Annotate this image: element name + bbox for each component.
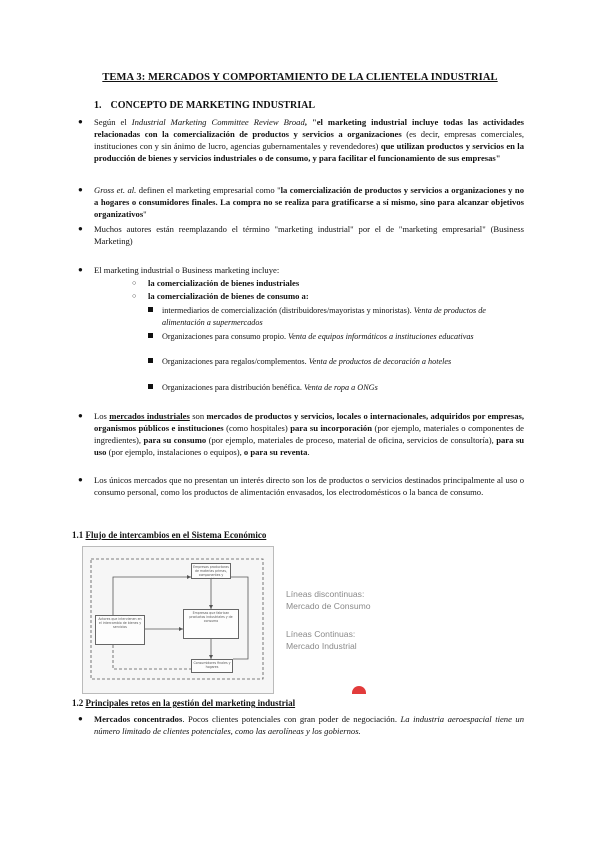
- square-bullet-icon: [148, 307, 153, 312]
- section-label: CONCEPTO DE MARKETING INDUSTRIAL: [110, 100, 316, 111]
- sub-item-consumer-goods: [132, 290, 528, 302]
- text-run: son: [189, 411, 207, 421]
- diagram-box-bottom: Consumidores finales y hogares: [191, 659, 233, 673]
- text-run: la comercialización de bienes industriales: [148, 278, 300, 288]
- square-bullet-icon: [148, 333, 153, 338]
- text-run: Organizaciones para consumo propio.: [162, 332, 289, 341]
- section-heading-1-2: [72, 698, 295, 708]
- text-run: (por ejemplo, materiales o componentes de ingredientes),: [94, 423, 524, 445]
- text-run: definen el marketing empresarial como ": [136, 185, 281, 195]
- square-item-intermediaries: [162, 305, 526, 328]
- legend-solid: [286, 628, 357, 652]
- circle-bullet-icon: ○: [132, 292, 137, 300]
- bullet-icon: ●: [78, 475, 83, 484]
- section-label: Flujo de intercambios en el Sistema Económico: [85, 530, 267, 540]
- text-run: Industrial Marketing Committee Review Broad: [131, 117, 305, 127]
- text-run: la comercialización de bienes de consumo a:: [148, 291, 309, 301]
- bullet-icon: ●: [78, 224, 83, 233]
- section-label: Principales retos en la gestión del marketing industrial: [85, 698, 296, 708]
- text-run: Gross et. al.: [94, 185, 137, 195]
- text-run: para su uso: [94, 435, 524, 457]
- bullet-icon: ●: [78, 265, 83, 274]
- bullet-business-marketing: [78, 223, 524, 247]
- text-run: Organizaciones para distribución benéfica.: [162, 383, 304, 392]
- text-run: Los únicos mercados que no presentan un interés directo son los de productos o servicios destinados principalmente al uso o consumo personal, como los productos de alimentación envasados, los electrodomésticos o la banca de consumo.: [94, 475, 524, 497]
- text-run: mercados industriales: [109, 411, 190, 421]
- bullet-icon: ●: [78, 411, 83, 420]
- bullet-definition-imcrb: [78, 116, 524, 164]
- text-run: . Pocos clientes potenciales con gran poder de negociación.: [182, 714, 401, 724]
- text-run: Organizaciones para regalos/complementos.: [162, 357, 309, 366]
- text-run: Muchos autores están reemplazando el término "marketing industrial" por el de "marketing empresarial" (Business Marketing): [94, 224, 524, 246]
- exchange-flow-diagram: [82, 546, 274, 694]
- square-item-charity: [162, 382, 526, 394]
- text-run: para su incorporación: [290, 423, 372, 433]
- text-run: El marketing industrial o Business marketing incluye:: [94, 265, 280, 275]
- text-run: intermediarios de comercialización (distribuidores/mayoristas y minoristas).: [162, 306, 414, 315]
- section-heading-1: [94, 100, 315, 111]
- bullet-industrial-markets: [78, 410, 524, 458]
- text-run: , "el marketing industrial incluye todas las actividades relacionadas con la comercialización de productos y servicios a organizaciones: [94, 117, 524, 139]
- bullet-icon: ●: [78, 117, 83, 126]
- text-run: ": [143, 209, 147, 219]
- legend-dashed: [286, 588, 371, 612]
- text-run: para su consumo: [143, 435, 207, 445]
- document-title: TEMA 3: MERCADOS Y COMPORTAMIENTO DE LA CLIENTELA INDUSTRIAL: [102, 72, 498, 83]
- bullet-icon: ●: [78, 714, 83, 723]
- legend-text: Mercado de Consumo: [286, 601, 371, 611]
- text-run: Venta de equipos informáticos a instituciones educativas: [288, 332, 474, 341]
- square-item-gifts: [162, 356, 526, 368]
- text-run: (como hospitales): [223, 423, 291, 433]
- text-run: (por ejemplo, instalaciones o equipos),: [106, 447, 244, 457]
- legend-text: Mercado Industrial: [286, 641, 357, 651]
- legend-text: Líneas discontinuas:: [286, 589, 365, 599]
- text-run: Venta de ropa a ONGs: [303, 383, 378, 392]
- diagram-box-middle: Empresas que fabrican productos industriales y de consumo: [183, 609, 239, 639]
- bullet-excluded-markets: [78, 474, 524, 498]
- text-run: Los: [94, 411, 110, 421]
- text-run: mercados de productos y servicios, locales o internacionales, adquiridos por empresas, organismos públicos e instituciones: [94, 411, 524, 433]
- section-number: 1.2: [72, 698, 86, 708]
- text-run: .: [307, 447, 310, 457]
- text-run: Según el: [94, 117, 132, 127]
- legend-text: Líneas Continuas:: [286, 629, 356, 639]
- diagram-box-top: Empresas productoras de materias primas, componentes y servicios: [191, 563, 231, 579]
- text-run: Venta de productos de decoración a hoteles: [308, 357, 452, 366]
- section-number: 1.: [94, 100, 102, 111]
- text-run: que utilizan productos y servicios en la producción de bienes y servicios industriales o de consumo, y para facilitar el funcionamiento de sus empresas": [94, 141, 524, 163]
- square-bullet-icon: [148, 358, 153, 363]
- bullet-includes: [78, 264, 524, 276]
- diagram-box-left: Actores que intervienen en el intercambio de bienes y servicios: [95, 615, 145, 645]
- square-item-own-consumption: [162, 331, 526, 343]
- bullet-definition-gross: [78, 184, 525, 220]
- text-run: Mercados concentrados: [94, 714, 183, 724]
- text-run: La industria aeroespacial tiene un número limitado de clientes potenciales, como las aerolíneas y los gobiernos.: [94, 714, 524, 736]
- text-run: Venta de productos de alimentación a supermercados: [162, 306, 486, 327]
- text-run: o para su reventa: [243, 447, 308, 457]
- bullet-icon: ●: [78, 185, 83, 194]
- section-heading-1-1: [72, 530, 266, 540]
- bullet-concentrated-markets: [78, 713, 524, 737]
- text-run: (es decir, empresas comerciales, instituciones con y sin ánimo de lucro, agencias gubernamentales y revendedores): [94, 129, 524, 151]
- text-run: (por ejemplo, materiales de proceso, material de oficina, servicios de consultoría),: [206, 435, 497, 445]
- circle-bullet-icon: ○: [132, 279, 137, 287]
- square-bullet-icon: [148, 384, 153, 389]
- red-marker-icon: [352, 686, 366, 694]
- text-run: la comercialización de productos y servicios a organizaciones y no a hogares o consumidores finales. La compra no se realiza para gratificarse a sí mismo, sino para alcanzar objetivos organizativos: [94, 185, 525, 219]
- section-number: 1.1: [72, 530, 86, 540]
- sub-item-industrial-goods: [132, 277, 528, 289]
